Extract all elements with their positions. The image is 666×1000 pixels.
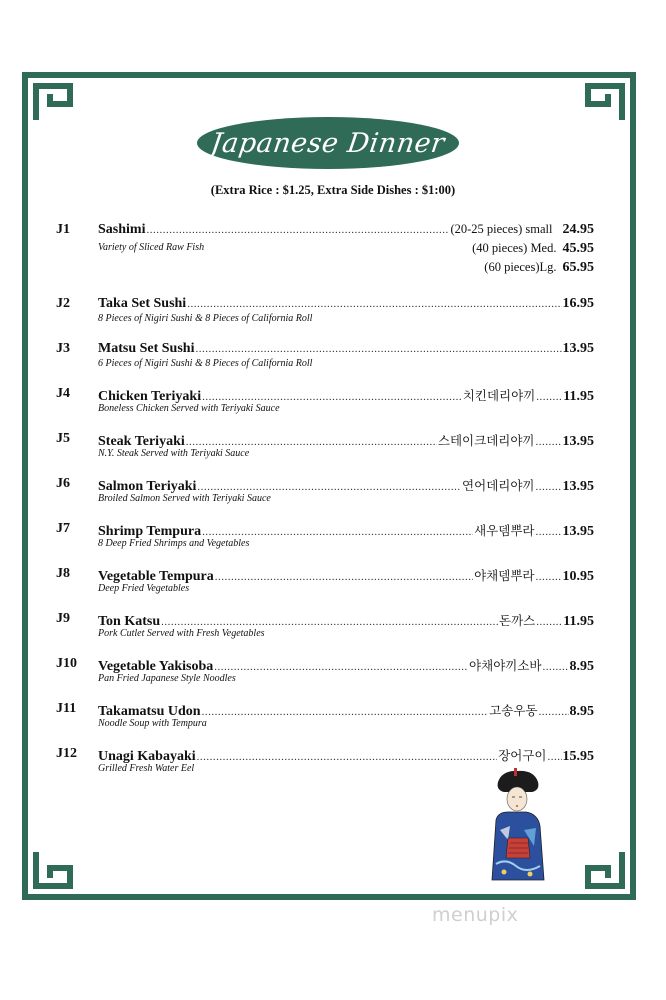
item-description: Grilled Fresh Water Eel	[98, 763, 195, 774]
item-code: J2	[56, 296, 70, 311]
item-description: 6 Pieces of Nigiri Sushi & 8 Pieces of California Roll	[98, 358, 313, 369]
item-korean-name: 돈까스	[499, 613, 536, 628]
item-price: 10.95	[562, 569, 594, 584]
item-code: J3	[56, 341, 70, 356]
item-description: Noodle Soup with Tempura	[98, 718, 207, 729]
item-korean-name: 새우뎀뿌라	[474, 523, 535, 538]
item-name: Salmon Teriyaki	[98, 479, 197, 494]
extras-note: (Extra Rice : $1.25, Extra Side Dishes : $1:00)	[210, 183, 456, 197]
item-korean-name: 연어데리야끼	[462, 478, 535, 493]
item-korean-name: 야채야끼소바	[469, 658, 542, 673]
item-price: 8.95	[569, 704, 594, 719]
item-code: J9	[56, 611, 70, 626]
item-description: 8 Pieces of Nigiri Sushi & 8 Pieces of California Roll	[98, 313, 313, 324]
item-size: (20-25 pieces) small	[450, 222, 553, 236]
item-price: 65.95	[562, 260, 594, 275]
title-banner	[197, 117, 459, 169]
dot-leader	[548, 751, 562, 763]
item-description: Boneless Chicken Served with Teriyaki Sauce	[98, 403, 280, 414]
item-description: N.Y. Steak Served with Teriyaki Sauce	[98, 448, 250, 459]
dot-leader	[186, 436, 437, 448]
item-name: Vegetable Yakisoba	[98, 659, 214, 674]
item-size: (60 pieces)Lg.	[484, 260, 557, 274]
item-name: Vegetable Tempura	[98, 569, 214, 584]
item-name: Taka Set Sushi	[98, 296, 187, 311]
item-price: 15.95	[562, 749, 594, 764]
item-code: J5	[56, 431, 70, 446]
item-name: Shrimp Tempura	[98, 524, 202, 539]
page-title: Japanese Dinner	[209, 127, 447, 159]
geisha-illustration	[488, 768, 548, 882]
item-name: Chicken Teriyaki	[98, 389, 202, 404]
item-name: Ton Katsu	[98, 614, 161, 629]
dot-leader	[536, 436, 562, 448]
dot-leader	[202, 391, 462, 403]
dot-leader	[197, 751, 498, 763]
item-code: J11	[56, 701, 77, 716]
item-price: 13.95	[562, 434, 594, 449]
item-code: J10	[56, 656, 77, 671]
dot-leader	[536, 571, 562, 583]
item-korean-name: 스테이크데리야끼	[437, 433, 535, 448]
item-price: 24.95	[562, 222, 594, 237]
item-description: Deep Fried Vegetables	[98, 583, 190, 594]
item-name: Unagi Kabayaki	[98, 749, 196, 764]
dot-leader	[161, 616, 498, 628]
dot-leader	[214, 661, 468, 673]
item-price: 11.95	[563, 389, 594, 404]
item-korean-name: 고송우동	[489, 703, 538, 718]
dot-leader	[197, 481, 461, 493]
watermark: menupix	[432, 904, 519, 926]
dot-leader	[202, 706, 489, 718]
item-description: Pan Fried Japanese Style Noodles	[98, 673, 236, 684]
dot-leader	[536, 481, 562, 493]
item-price: 16.95	[562, 296, 594, 311]
item-description: Broiled Salmon Served with Teriyaki Sauce	[98, 493, 271, 504]
item-description: Variety of Sliced Raw Fish	[98, 242, 205, 253]
item-code: J8	[56, 566, 70, 581]
item-price: 45.95	[562, 241, 594, 256]
item-name: Matsu Set Sushi	[98, 341, 195, 356]
dot-leader	[187, 298, 561, 310]
dot-leader	[195, 343, 561, 355]
item-code: J1	[56, 222, 70, 237]
item-korean-name: 치킨데리야끼	[462, 388, 536, 403]
item-price: 11.95	[563, 614, 594, 629]
item-name: Sashimi	[98, 222, 146, 237]
item-korean-name: 야채뎀뿌라	[474, 568, 535, 583]
item-size: (40 pieces) Med.	[472, 241, 557, 255]
dot-leader	[146, 224, 449, 236]
dot-leader	[536, 526, 562, 538]
item-description: 8 Deep Fried Shrimps and Vegetables	[98, 538, 250, 549]
item-code: J12	[56, 746, 77, 761]
size-option-med	[472, 241, 594, 257]
dot-leader	[202, 526, 473, 538]
item-code: J7	[56, 521, 70, 536]
item-code: J4	[56, 386, 70, 401]
item-korean-name: 장어구이	[498, 748, 547, 763]
dot-leader	[536, 391, 562, 403]
item-description: Pork Cutlet Served with Fresh Vegetables	[98, 628, 265, 639]
size-option-large	[484, 260, 594, 276]
dot-leader	[539, 706, 569, 718]
item-price: 8.95	[569, 659, 594, 674]
item-price: 13.95	[562, 341, 594, 356]
dot-leader	[536, 616, 562, 628]
dot-leader	[215, 571, 473, 583]
dot-leader	[543, 661, 569, 673]
item-price: 13.95	[562, 524, 594, 539]
item-code: J6	[56, 476, 70, 491]
item-name: Takamatsu Udon	[98, 704, 201, 719]
item-name: Steak Teriyaki	[98, 434, 185, 449]
item-price: 13.95	[562, 479, 594, 494]
